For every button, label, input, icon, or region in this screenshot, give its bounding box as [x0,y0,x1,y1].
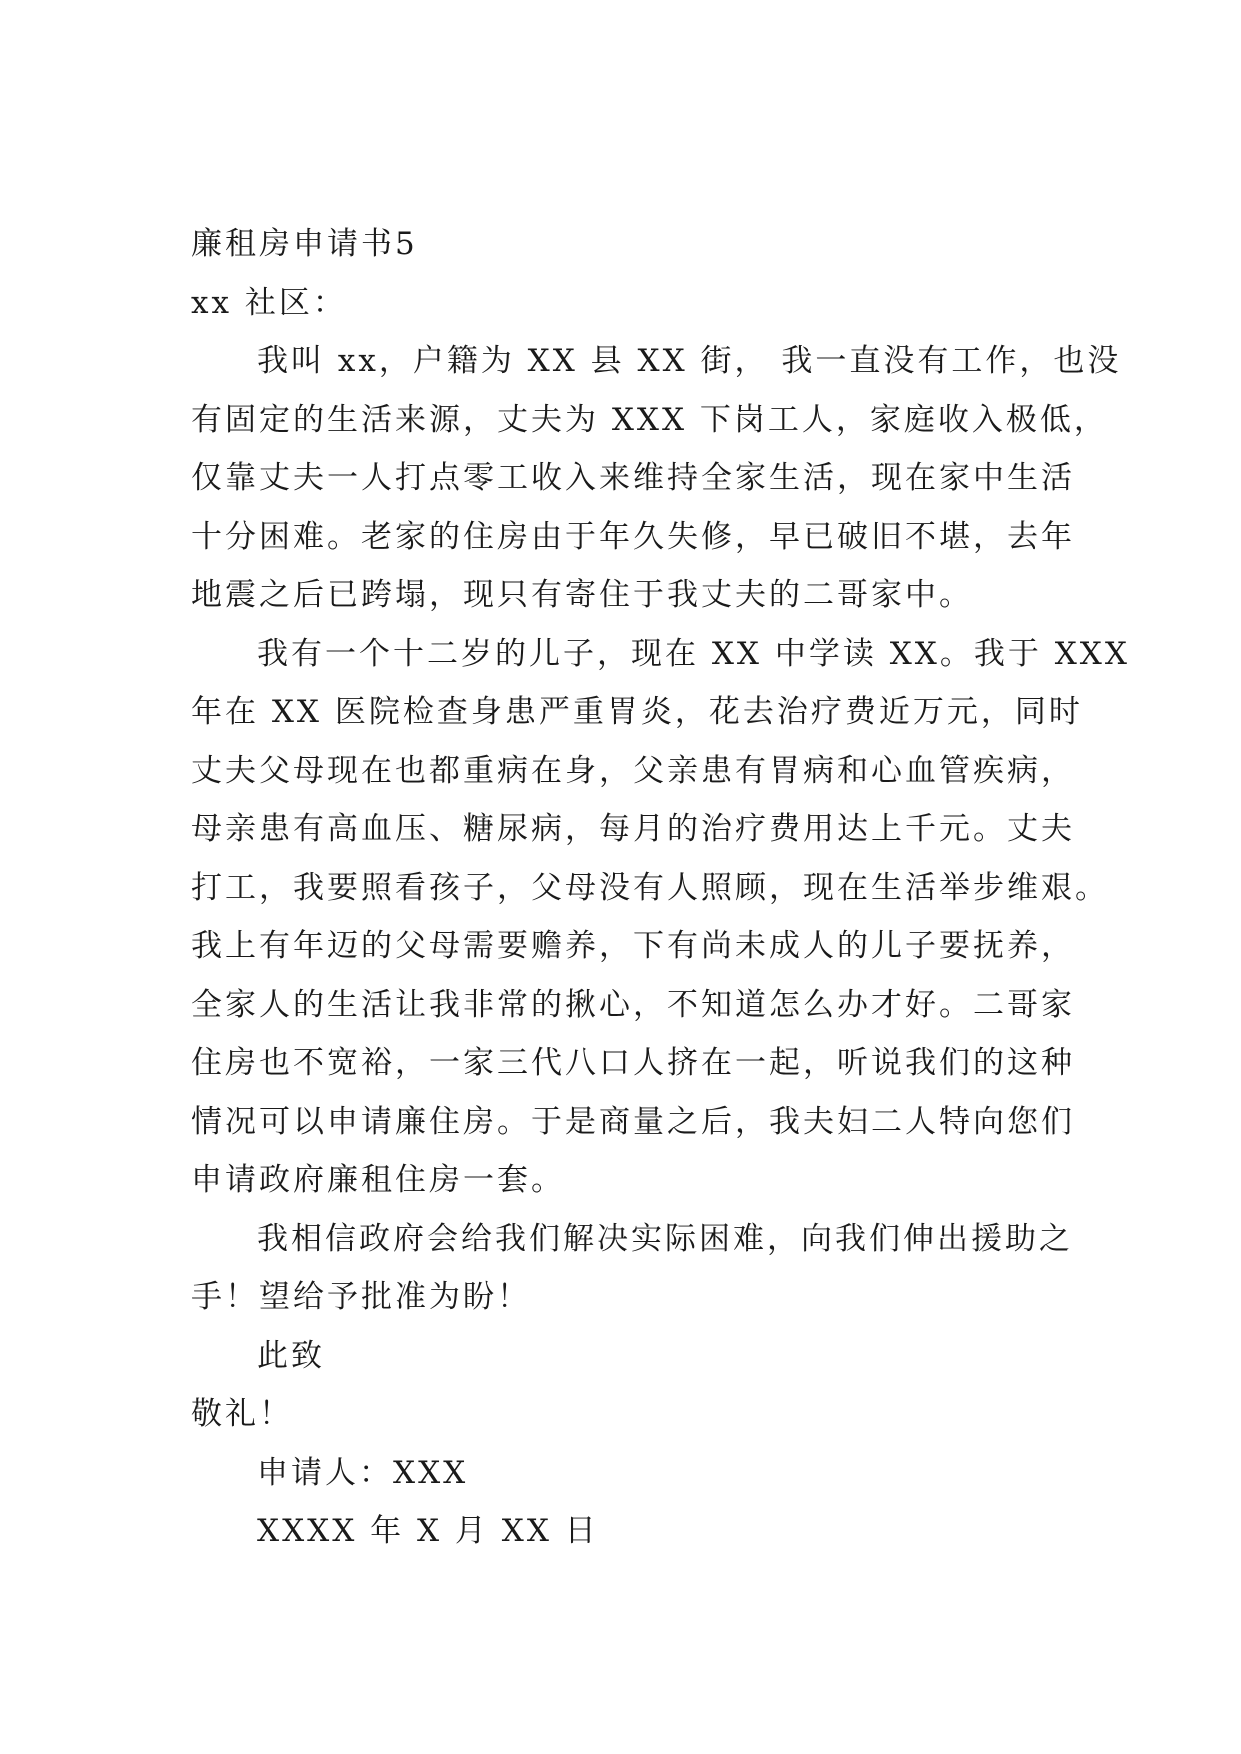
closing-salutation: 此致 [257,1337,325,1374]
paragraph-line: 有固定的生活来源，丈夫为 XXX 下岗工人，家庭收入极低， [191,401,1108,438]
paragraph-2 [191,625,1130,1210]
paragraph-line: 打工，我要照看孩子，父母没有人照顾，现在生活举步维艰。 [191,869,1109,906]
paragraph-1 [191,332,1122,625]
paragraph-line: 我上有年迈的父母需要赡养，下有尚未成人的儿子要抚养， [191,928,1075,964]
paragraph-line: 十分困难。老家的住房由于年久失修，早已破旧不堪，去年 [191,518,1075,555]
paragraph-line: 手！望给予批准为盼！ [191,1279,531,1315]
closing-regards: 敬礼！ [191,1396,293,1432]
paragraph-line: 全家人的生活让我非常的揪心，不知道怎么办才好。二哥家 [191,986,1075,1023]
applicant-signature: 申请人：XXX [257,1454,469,1491]
paragraph-line: 地震之后已跨塌，现只有寄住于我丈夫的二哥家中。 [191,577,973,613]
letter-content [191,215,1130,1561]
paragraph-line: 我相信政府会给我们解决实际困难，向我们伸出援助之 [257,1220,1073,1257]
paragraph-line: 仅靠丈夫一人打点零工收入来维持全家生活，现在家中生活 [191,460,1075,496]
paragraph-line: 住房也不宽裕，一家三代八口人挤在一起，听说我们的这种 [191,1045,1075,1081]
paragraph-line: 母亲患有高血压、糖尿病，每月的治疗费用达上千元。丈夫 [191,811,1075,847]
letter-date: XXXX 年 X 月 XX 日 [257,1513,599,1549]
paragraph-line: 情况可以申请廉住房。于是商量之后，我夫妇二人特向您们 [191,1103,1075,1140]
paragraph-3 [191,1210,1073,1327]
paragraph-line: 申请政府廉租住房一套。 [191,1162,565,1198]
recipient-line: xx 社区： [191,284,347,321]
document-title: 廉租房申请书5 [191,226,418,262]
paragraph-line: 丈夫父母现在也都重病在身，父亲患有胃病和心血管疾病， [191,752,1075,789]
paragraph-line: 我叫 xx，户籍为 XX 县 XX 街， 我一直没有工作，也没 [257,343,1122,379]
paragraph-line: 我有一个十二岁的儿子，现在 XX 中学读 XX。我于 XXX [257,635,1130,672]
paragraph-line: 年在 XX 医院检查身患严重胃炎，花去治疗费近万元，同时 [191,694,1083,730]
